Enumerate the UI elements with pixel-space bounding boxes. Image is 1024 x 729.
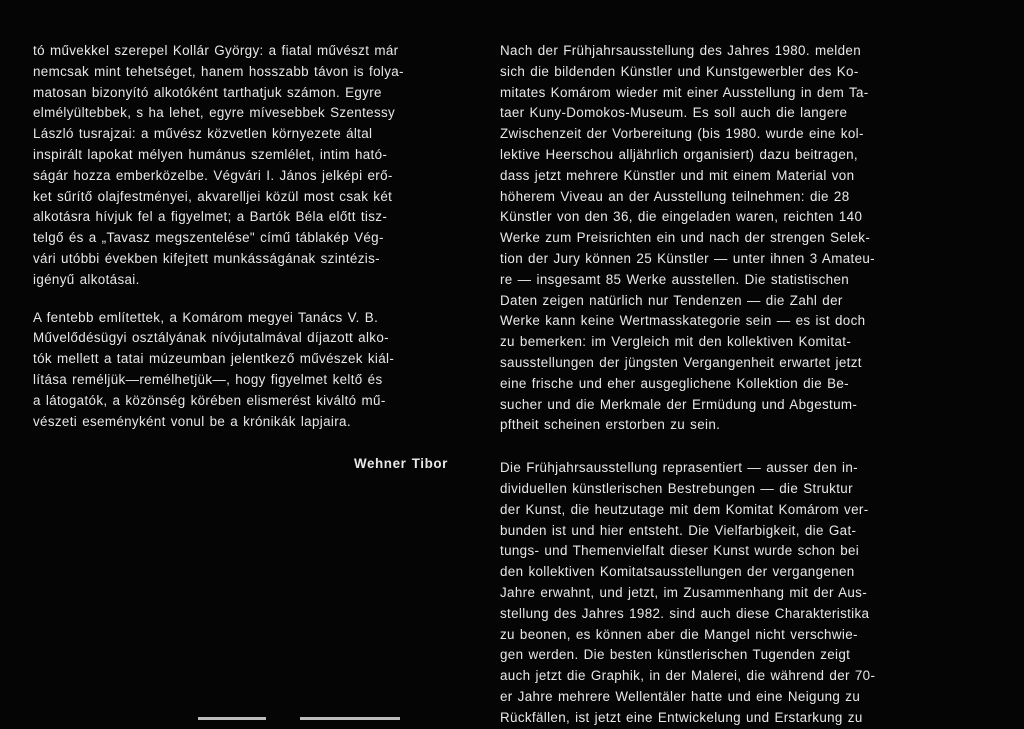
text-line: ságár hozza emberközelbe. Végvári I. János jelképi erő-	[33, 167, 393, 183]
text-line: telgő és a „Tavasz megszentelése" című táblakép Vég-	[33, 230, 384, 246]
text-line: zu beonen, es können aber die Mangel nicht verschwie-	[500, 626, 858, 642]
text-line: vészeti eseményként vonul be a krónikák lapjaira.	[33, 413, 351, 429]
paragraph-hungarian-2	[33, 308, 448, 433]
text-line: Nach der Frühjahrsausstellung des Jahres 1980. melden	[500, 43, 861, 58]
paragraph-german-1	[500, 41, 940, 436]
text-line: inspirált lapokat mélyen humánus szemlélet, intim ható-	[33, 146, 388, 162]
text-line: tók mellett a tatai múzeumban jelentkező művészek kiál-	[33, 351, 395, 367]
text-line: a látogatók, a közönség körében elismerést kiváltó mű-	[33, 392, 386, 408]
text-line: Werke zum Preisrichten ein und nach der strengen Selek-	[500, 230, 871, 246]
text-line: stellung des Jahres 1982. sind auch diese Charakteristika	[500, 605, 870, 621]
text-line: lektive Heerschou alljährlich organisiert) dazu beitragen,	[500, 146, 859, 162]
text-line: vári utóbbi években kifejtett munkásságának szintézis-	[33, 250, 380, 266]
text-line: höherem Viveau an der Ausstellung teilnehmen: die 28	[500, 188, 850, 204]
text-line: pftheit scheinen erstorben zu sein.	[500, 417, 721, 433]
text-line: eine frische und eher ausgeglichene Kollektion die Be-	[500, 375, 849, 391]
text-line: tungs- und Themenvielfalt dieser Kunst wurde schon bei	[500, 543, 860, 559]
left-column	[33, 41, 448, 475]
text-line: ket sűrítő olajfestményei, akvarelljei közül most csak két	[33, 188, 393, 204]
paragraph-german-2	[500, 458, 940, 728]
paragraph-gap	[33, 291, 448, 308]
author-signature: Wehner Tibor	[353, 456, 448, 472]
text-line: sich die bildenden Künstler und Kunstgewerbler des Ko-	[500, 63, 859, 79]
text-line: dass jetzt mehrere Künstler und mit einem Material von	[500, 167, 855, 183]
text-line: gen werden. Die besten künstlerischen Tugenden zeigt	[500, 647, 851, 663]
text-line: taer Kuny-Domokos-Museum. Es soll auch die langere	[500, 105, 848, 121]
right-column	[500, 41, 940, 729]
text-line: A fentebb említettek, a Komárom megyei Tanács V. B.	[33, 309, 379, 325]
bottom-edge-rule	[198, 717, 266, 720]
text-line: Werke kann keine Wertmasskategorie sein — es ist doch	[500, 313, 866, 329]
text-line: bunden ist und hier entsteht. Die Vielfarbigkeit, die Gat-	[500, 522, 857, 538]
paragraph-gap	[500, 436, 940, 458]
text-line: nemcsak mint tehetséget, hanem hosszabb távon is folya-	[33, 63, 404, 79]
text-line: László tusrajzai: a művész közvetlen környezete által	[33, 126, 373, 142]
text-line: alkotásra hívjuk fel a figyelmet; a Bartók Béla előtt tisz-	[33, 209, 388, 225]
text-line: elmélyültebbek, s ha lehet, egyre mívesebbek Szentessy	[33, 105, 396, 121]
text-line: Die Frühjahrsausstellung reprasentiert — ausser den in-	[500, 460, 858, 476]
text-line: matosan bizonyító alkotóként tarthatjuk számon. Egyre	[33, 84, 382, 100]
text-line: igényű alkotásai.	[33, 271, 140, 287]
text-line: zu bemerken: im Vergleich mit den kollektiven Komitat-	[500, 334, 852, 350]
text-line: sucher und die Merkmale der Ermüdung und Abgestum-	[500, 396, 858, 412]
text-line: lítása reméljük—remélhetjük—, hogy figyelmet keltő és	[33, 371, 383, 387]
text-line: Rückfällen, ist jetzt eine Entwickelung und Erstarkung zu	[500, 709, 863, 725]
text-line: er Jahre mehrere Wellentäler hatte und eine Neigung zu	[500, 688, 861, 704]
paragraph-hungarian-1	[33, 41, 448, 291]
text-line: den kollektiven Komitatsausstellungen der vergangenen	[500, 564, 855, 580]
text-line: Művelődésügyi osztályának nívójutalmával díjazott alko-	[33, 330, 389, 346]
text-line: Künstler von den 36, die eingeladen waren, reichten 140	[500, 209, 863, 225]
text-line: mitates Komárom wieder mit einer Ausstellung in dem Ta-	[500, 84, 869, 100]
text-line: dividuellen künstlerischen Bestrebungen — die Struktur	[500, 480, 853, 496]
text-line: Jahre erwahnt, und jetzt, im Zusammenhang mit der Aus-	[500, 584, 868, 600]
text-line: Daten zeigen natürlich nur Tendenzen — die Zahl der	[500, 292, 843, 308]
bottom-edge-rule	[300, 717, 400, 720]
text-line: auch jetzt die Graphik, in der Malerei, die während der 70-	[500, 668, 876, 684]
text-line: re — insgesamt 85 Werke ausstellen. Die statistischen	[500, 271, 850, 287]
text-line: tó művekkel szerepel Kollár György: a fiatal művészt már	[33, 43, 399, 58]
text-line: der Kunst, die heutzutage mit dem Komitat Komárom ver-	[500, 501, 869, 517]
text-line: Zwischenzeit der Vorbereitung (bis 1980. wurde eine kol-	[500, 126, 864, 142]
text-line: sausstellungen der jüngsten Vergangenheit erwartet jetzt	[500, 354, 862, 370]
text-line: tion der Jury können 25 Künstler — unter ihnen 3 Amateu-	[500, 250, 875, 266]
